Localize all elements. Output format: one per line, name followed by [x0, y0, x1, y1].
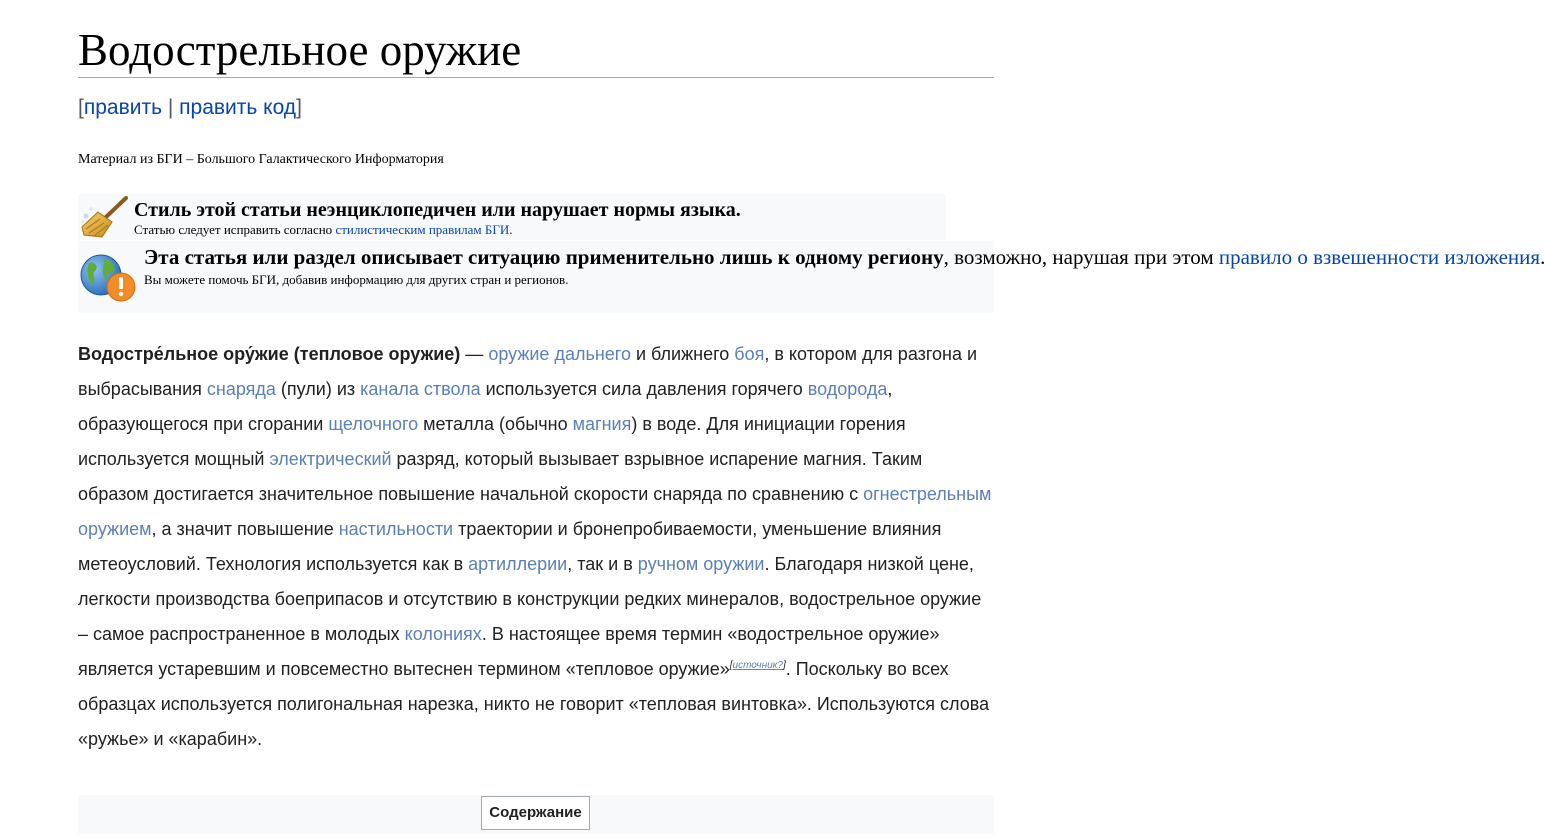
style-notice-text: Статью следует исправить согласно стилистическим правилам БГИ. — [134, 222, 513, 237]
edit-link[interactable]: править — [83, 96, 163, 119]
article-paragraph: Водостре́льное ору́жие (тепловое оружие) — оружие дальнего и ближнего боя, в котором для разгона и выбрасывания снаряда (пули) из канала ствола используется сила давления горячего водорода, образующегося при сгорании щелочного металла (обычно магния) в воде. Для инициации горения используется мощный электрический разряд, который вызывает взрывное испарение магния. Таким образом достигается значительное повышение начальной скорости снаряда по сравнению с огнестрельным оружием, а значит повышение настильности траектории и бронепробиваемости, уменьшение влияния метеоусловий. Технология используется как в артиллерии, так и в ручном оружии. Благодаря низкой цене, легкости производства боеприпасов и отсутствию в конструкции редких минералов, водострельное оружие – самое распространенное в молодых колониях. В настоящее время термин «водострельное оружие» является устаревшим и повсеместно вытеснен термином «тепловое оружие»[источник?]. Поскольку во всех образцах используется полигональная нарезка, никто не говорит «тепловая винтовка». Используются слова «ружье» и «карабин». — [78, 344, 992, 749]
link-firearms[interactable]: огнестрельным оружием — [78, 484, 992, 539]
toc-title[interactable]: Содержание — [481, 796, 590, 830]
edit-code-link[interactable]: править код — [179, 96, 297, 119]
citation-needed-link[interactable]: источник? — [732, 660, 783, 671]
link-long-range-weapon[interactable]: оружие дальнего — [488, 344, 631, 364]
citation-needed: [источник?] — [729, 660, 786, 671]
link-hydrogen[interactable]: водорода — [807, 379, 888, 399]
link-combat[interactable]: боя — [734, 344, 765, 364]
link-projectile[interactable]: снаряда — [206, 379, 276, 399]
regional-notice-text: Вы можете помочь БГИ, добавив информацию для других стран и регионов. — [144, 272, 569, 287]
link-colonies[interactable]: колониях — [404, 624, 482, 644]
title-divider — [78, 77, 994, 78]
link-barrel-bore[interactable]: канала ствола — [360, 379, 481, 399]
edit-bracket-open: [ — [78, 96, 84, 119]
page-title: Водострельное оружие — [78, 25, 522, 75]
broom-icon — [80, 195, 130, 239]
style-notice-heading: Стиль этой статьи неэнциклопедичен или нарушает нормы языка. — [134, 199, 741, 221]
style-notice — [78, 194, 946, 240]
regional-notice — [78, 241, 1545, 313]
article-body — [78, 337, 996, 757]
regional-notice-heading: Эта статья или раздел описывает ситуацию применительно лишь к одному региону, возможно, нарушая при этом правило о взвешенности изложения. — [144, 245, 1545, 269]
balance-rule-link[interactable]: правило о взвешенности изложения — [1218, 245, 1541, 269]
edit-bracket-close: ] — [296, 96, 302, 119]
site-subtitle: Материал из БГИ – Большого Галактического Информатория — [78, 152, 444, 167]
link-electric[interactable]: электрический — [269, 449, 392, 469]
link-alkali[interactable]: щелочного — [328, 414, 419, 434]
edit-separator: | — [162, 96, 180, 119]
link-flatness[interactable]: настильности — [338, 519, 454, 539]
link-small-arms[interactable]: ручном оружии — [637, 554, 765, 574]
style-rules-link[interactable]: стилистическим правилам БГИ — [335, 222, 510, 237]
link-magnesium[interactable]: магния — [572, 414, 632, 434]
article-lead-term: Водостре́льное ору́жие (тепловое оружие) — [78, 344, 461, 364]
link-artillery[interactable]: артиллерии — [468, 554, 568, 574]
globe-warning-icon — [79, 251, 137, 303]
edit-links — [78, 95, 302, 121]
